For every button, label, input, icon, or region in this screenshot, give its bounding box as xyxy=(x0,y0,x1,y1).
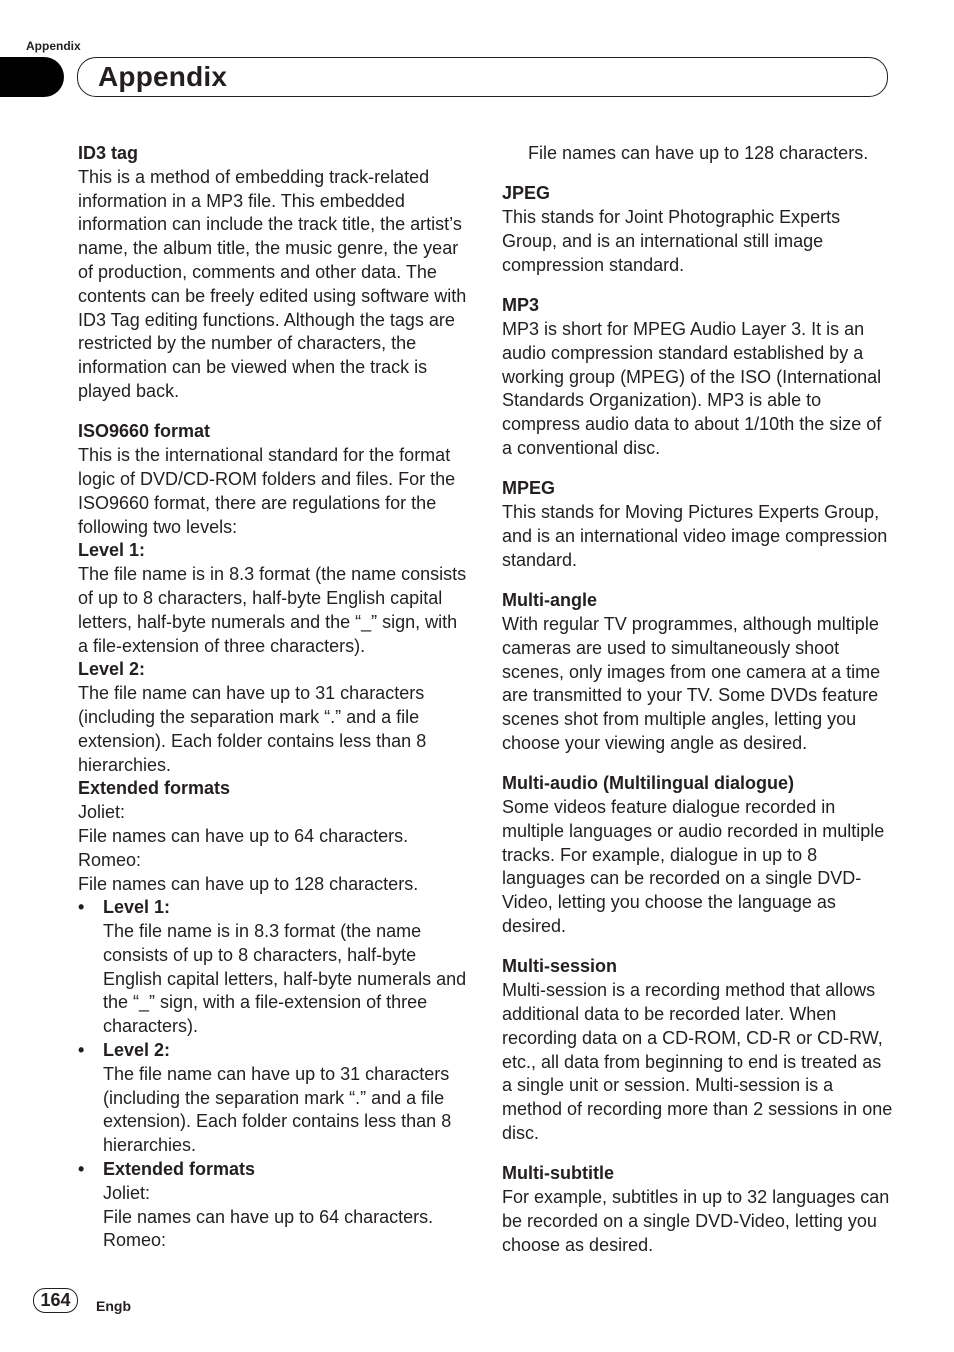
multi-angle-body: With regular TV programmes, although multiple cameras are used to simultaneously shoot scenes, only images from one camera at a time are transmitted to your TV. Some DVDs feature scenes shot from multiple angles, letting you choose your viewing angle as desired. xyxy=(502,613,881,753)
jpeg-heading: JPEG xyxy=(502,183,551,204)
bullet-level2 xyxy=(78,1039,470,1158)
multi-angle-section xyxy=(502,589,894,756)
id3-section xyxy=(78,142,470,404)
bullet-dot: • xyxy=(78,1159,85,1180)
left-column xyxy=(78,142,470,1253)
multi-audio-heading: Multi-audio (Multilingual dialogue) xyxy=(502,773,794,794)
iso-level1-label: Level 1: xyxy=(78,540,146,561)
iso-level2-body: The file name can have up to 31 characters (including the separation mark “.” and a file extension). Each folder contains less than 8 hierarchies. xyxy=(78,683,427,775)
mpeg-heading: MPEG xyxy=(502,478,556,499)
multi-angle-heading: Multi-angle xyxy=(502,590,597,611)
jpeg-section xyxy=(502,182,894,277)
iso-section xyxy=(78,420,470,1253)
language-code: Engb xyxy=(96,1298,131,1314)
page-title: Appendix xyxy=(98,61,228,92)
section-tab-marker xyxy=(0,57,64,97)
bullet-level2-body: The file name can have up to 31 characters (including the separation mark “.” and a file extension). Each folder contains less than 8 hierarchies. xyxy=(103,1063,452,1156)
iso-level2-label: Level 2: xyxy=(78,659,146,680)
iso-romeo-body: File names can have up to 128 characters. xyxy=(78,873,419,894)
bullet-level1 xyxy=(78,896,470,1039)
running-header: Appendix xyxy=(26,39,81,53)
multi-session-section xyxy=(502,955,894,1145)
mpeg-section xyxy=(502,477,894,572)
multi-subtitle-section xyxy=(502,1162,894,1257)
iso-heading: ISO9660 format xyxy=(78,421,211,442)
bullet-joliet-label: Joliet: xyxy=(103,1182,151,1203)
iso-extended-label: Extended formats xyxy=(78,778,231,799)
id3-heading: ID3 tag xyxy=(78,143,139,163)
iso-joliet-label: Joliet: xyxy=(78,802,126,823)
continued-text: File names can have up to 128 characters. xyxy=(528,143,869,163)
page-number: 164 xyxy=(33,1288,78,1313)
multi-audio-body: Some videos feature dialogue recorded in multiple languages or audio recorded in multiple tracks. For example, dialogue in up to 8 languages can be recorded on a single DVD-Video, letting you choose the language as desired. xyxy=(502,797,885,937)
bullet-extended-label: Extended formats xyxy=(103,1159,256,1180)
mp3-body: MP3 is short for MPEG Audio Layer 3. It is an audio compression standard established by a working group (MPEG) of the ISO (International Standards Organization). MP3 is able to compress audio data to about 1/10th the size of a conventional disc. xyxy=(502,318,882,458)
mpeg-body: This stands for Moving Pictures Experts Group, and is an international video image compression standard. xyxy=(502,502,888,570)
iso-body: This is the international standard for the format logic of DVD/CD-ROM folders and files. For the ISO9660 format, there are regulations for the following two levels: xyxy=(78,445,456,537)
bullet-level1-label: Level 1: xyxy=(103,897,171,918)
multi-session-body: Multi-session is a recording method that allows additional data to be recorded later. When recording data on a CD-ROM, CD-R or CD-RW, etc., all data from beginning to end is treated as a single unit or session. Multi-session is a method of recording more than 2 sessions in one disc. xyxy=(502,980,893,1144)
bullet-level1-body: The file name is in 8.3 format (the name consists of up to 8 characters, half-byte English capital letters, half-byte numerals and the “_” sign, with a file-extension of three characters). xyxy=(103,921,467,1037)
mp3-heading: MP3 xyxy=(502,295,540,316)
multi-audio-section xyxy=(502,772,894,939)
jpeg-body: This stands for Joint Photographic Experts Group, and is an international still image compression standard. xyxy=(502,207,841,275)
bullet-romeo-label: Romeo: xyxy=(103,1230,167,1251)
id3-body: This is a method of embedding track-related information in a MP3 file. This embedded information can include the track title, the artist’s name, the album title, the music genre, the year of production, comments and other data. The contents can be freely edited using software with ID3 Tag editing functions. Although the tags are restricted by the number of characters, the information can be viewed when the track is played back. xyxy=(78,166,467,401)
iso-level1-body: The file name is in 8.3 format (the name consists of up to 8 characters, half-byte English capital letters, half-byte numerals and the “_” sign, with a file-extension of three characters). xyxy=(78,564,467,656)
bullet-level2-label: Level 2: xyxy=(103,1040,171,1061)
multi-session-heading: Multi-session xyxy=(502,956,618,977)
title-banner xyxy=(77,57,888,97)
right-column xyxy=(502,142,894,1258)
iso-joliet-body: File names can have up to 64 characters. xyxy=(78,825,409,846)
bullet-joliet-body: File names can have up to 64 characters. xyxy=(103,1206,434,1227)
multi-subtitle-body: For example, subtitles in up to 32 languages can be recorded on a single DVD-Video, letting you choose as desired. xyxy=(502,1187,890,1255)
multi-subtitle-heading: Multi-subtitle xyxy=(502,1163,614,1184)
bullet-extended xyxy=(78,1158,470,1253)
iso-romeo-label: Romeo: xyxy=(78,849,142,870)
bullet-dot: • xyxy=(78,897,85,918)
bullet-dot: • xyxy=(78,1040,85,1061)
mp3-section xyxy=(502,294,894,461)
